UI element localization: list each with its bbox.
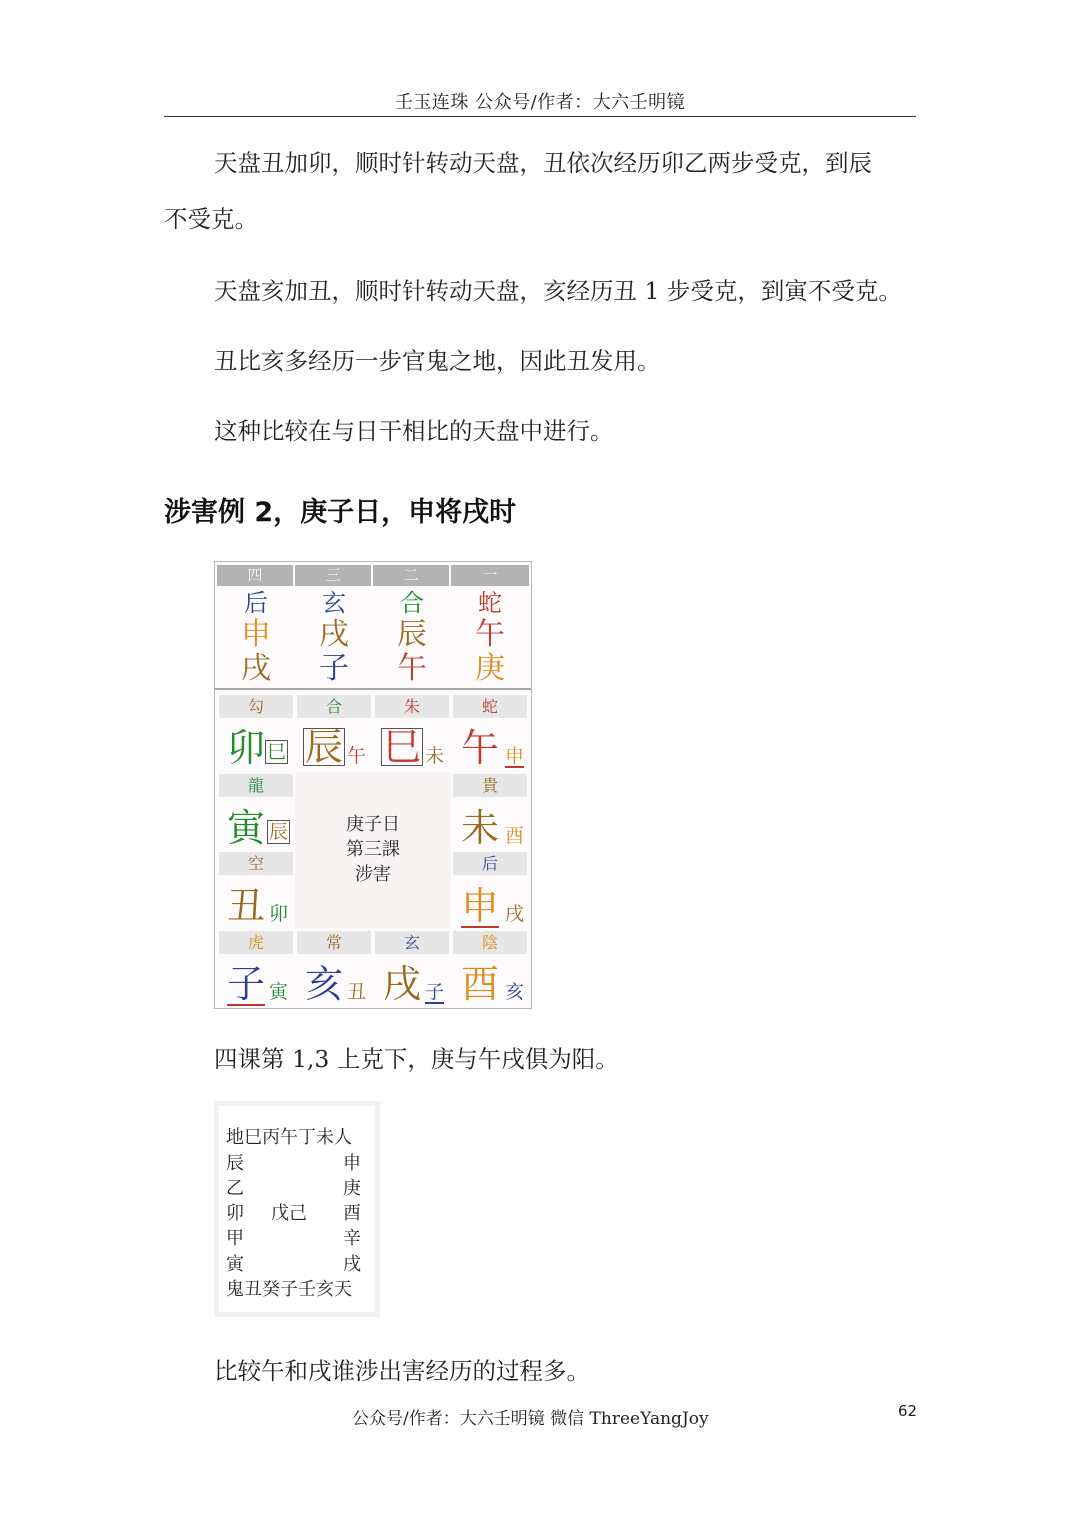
lesson-2-upper: 辰: [397, 617, 427, 652]
branch-right-1: 未: [461, 806, 500, 850]
lesson-3: [295, 588, 373, 686]
branch-top-4: 午: [461, 726, 500, 770]
caption-2: 比较午和戌谁涉出害经历的过程多。: [214, 1357, 590, 1385]
section-heading: 涉害例 2，庚子日，申将戌时: [164, 497, 517, 528]
square-left-2: 乙: [226, 1178, 244, 1199]
branch-top-2-small: 午: [347, 745, 367, 767]
lesson-3-god: 玄: [322, 589, 346, 617]
branch-bottom-3-small: 子: [425, 981, 445, 1003]
lesson-1-upper: 午: [475, 617, 505, 652]
branch-right-2-small: 戌: [505, 903, 525, 925]
branch-top-1: 卯: [227, 726, 266, 770]
square-center: 戊己: [271, 1203, 307, 1224]
branch-right-2: 申: [461, 884, 500, 928]
branch-bottom-2-small: 丑: [347, 981, 367, 1003]
paragraph-2: 天盘亥加丑，顺时针转动天盘，亥经历丑 1 步受克，到寅不受克。: [214, 277, 902, 305]
square-left-1: 辰: [226, 1153, 244, 1174]
lesson-4-upper: 申: [241, 617, 271, 652]
god-bottom-3: 玄: [375, 931, 449, 954]
lesson-num-2: 二: [373, 565, 449, 586]
lesson-1: [451, 588, 529, 686]
paragraph-3: 丑比亥多经历一步官鬼之地，因此丑发用。: [214, 347, 661, 375]
branch-left-1: 寅: [227, 806, 266, 850]
lesson-2-lower: 午: [397, 651, 427, 686]
god-bottom-4: 陰: [453, 931, 527, 954]
lesson-2: [373, 588, 451, 686]
chart-separator: [215, 688, 531, 690]
lesson-4-lower: 戌: [241, 651, 271, 686]
god-right-2: 后: [453, 852, 527, 875]
page-header: 壬玉连珠 公众号/作者：大六壬明镜: [394, 92, 686, 113]
branch-bottom-1-small: 寅: [269, 981, 289, 1003]
branch-top-1-small: 巳: [267, 741, 287, 763]
lesson-num-4: 四: [217, 565, 293, 586]
page-footer: 公众号/作者：大六壬明镜 微信 ThreeYangJoy: [352, 1409, 709, 1429]
god-top-3: 朱: [375, 695, 449, 718]
center-line-3: 涉害: [355, 864, 391, 885]
god-left-1: 龍: [219, 774, 293, 797]
branch-bottom-4-small: 亥: [505, 981, 525, 1003]
header-rule: [164, 116, 916, 117]
square-right-3: 酉: [343, 1203, 361, 1224]
square-left-5: 寅: [226, 1254, 244, 1275]
chart-center: [295, 772, 451, 928]
square-right-2: 庚: [343, 1178, 361, 1199]
center-line-1: 庚子日: [346, 814, 400, 835]
paragraph-4: 这种比较在与日干相比的天盘中进行。: [214, 417, 614, 445]
paragraph-1: 天盘丑加卯，顺时针转动天盘，丑依次经历卯乙两步受克，到辰: [214, 149, 872, 177]
center-line-2: 第三課: [346, 839, 400, 860]
liuren-chart: [214, 561, 532, 1009]
square-left-4: 甲: [226, 1228, 244, 1249]
square-left-3: 卯: [226, 1203, 244, 1224]
paragraph-1-cont: 不受克。: [164, 205, 258, 233]
lesson-3-upper: 戌: [319, 617, 349, 652]
branch-top-2: 辰: [305, 725, 344, 769]
lesson-3-lower: 子: [319, 651, 349, 686]
branch-left-2-small: 卯: [269, 903, 289, 925]
branch-left-1-small: 辰: [269, 821, 289, 843]
lesson-num-1: 一: [451, 565, 529, 586]
branch-left-2: 丑: [227, 884, 266, 928]
caption-1: 四课第 1,3 上克下，庚与午戌俱为阳。: [214, 1045, 619, 1073]
lesson-4: [217, 588, 295, 686]
branch-bottom-2: 亥: [305, 962, 344, 1006]
square-right-1: 申: [343, 1153, 361, 1174]
god-top-4: 蛇: [453, 695, 527, 718]
god-left-2: 空: [219, 852, 293, 875]
god-bottom-1: 虎: [219, 931, 293, 954]
branch-top-3-small: 未: [425, 745, 445, 767]
square-right-4: 辛: [343, 1228, 361, 1249]
god-right-1: 貴: [453, 774, 527, 797]
god-top-1: 勾: [219, 695, 293, 718]
god-bottom-2: 常: [297, 931, 371, 954]
branch-top-3: 巳: [383, 725, 422, 769]
lesson-4-god: 后: [244, 589, 268, 617]
lesson-num-3: 三: [295, 565, 371, 586]
god-top-2: 合: [297, 695, 371, 718]
page-number: 62: [898, 1402, 918, 1420]
branch-bottom-1: 子: [227, 962, 266, 1006]
branch-bottom-3: 戌: [383, 962, 422, 1006]
branch-top-4-small: 申: [505, 745, 525, 767]
square-chart: [214, 1101, 380, 1317]
lesson-2-god: 合: [400, 589, 424, 617]
square-right-5: 戌: [343, 1254, 361, 1275]
branch-bottom-4: 酉: [461, 962, 500, 1006]
lesson-1-god: 蛇: [478, 589, 502, 617]
branch-right-1-small: 酉: [505, 825, 525, 847]
square-top: 地巳丙午丁未人: [226, 1127, 352, 1148]
lesson-1-lower: 庚: [475, 651, 505, 686]
square-bottom: 鬼丑癸子壬亥天: [226, 1279, 352, 1300]
